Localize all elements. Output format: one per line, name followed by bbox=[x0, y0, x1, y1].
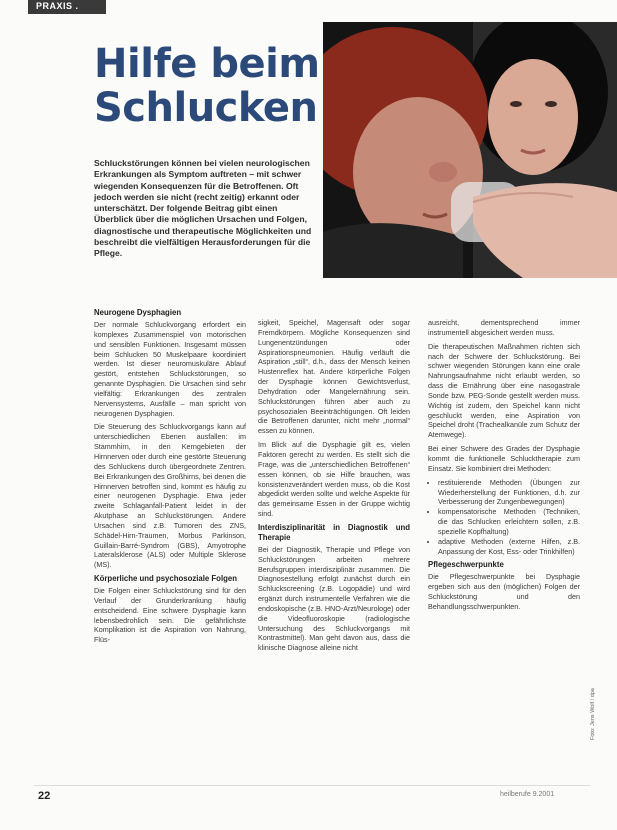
magazine-issue: heilberufe 9.2001 bbox=[500, 791, 555, 798]
photo-illustration bbox=[323, 22, 617, 278]
list-item: • restituierende Methoden (Übungen zur Wiederherstellung der Funktionen, d.h. zur Verbesserung der Zungenbewegungen) bbox=[438, 478, 580, 508]
page-number: 22 bbox=[38, 790, 51, 802]
subheading: Pflegeschwerpunkte bbox=[428, 560, 504, 570]
list-item: • adaptive Methoden (externe Hilfen, z.B. Anpassung der Kost, Ess- oder Trinkhilfen) bbox=[438, 537, 580, 557]
paragraph: Die therapeutischen Maßnahmen richten sich nach der Schwere der Schluckstörung. Bei schwer wiegenden Störungen kann eine orale Nahrungsaufnahme nicht erlaubt werden, so dass die Ernährung über eine nasogastrale Sonde bzw. PEG-Sonde gestellt werden muss. Wichtig ist zudem, den Speichel kann nicht geschluckt werden, eine Aspiration von Speichel droht (Trachealkanüle zum Schutz der Atemwege). bbox=[428, 341, 580, 440]
method-list bbox=[428, 478, 580, 557]
paragraph: Bei einer Schwere des Grades der Dysphagie kommt die funktionelle Schlucktherapie zum Einsatz. Sie kombiniert drei Methoden: bbox=[428, 444, 580, 473]
article-title: Hilfe beim Schlucken bbox=[94, 41, 320, 131]
paragraph: Der normale Schluckvorgang erfordert ein komplexes Zusammenspiel von motorischen und sensiblen Funktionen. Insgesamt müssen beim Schlucken 50 Muskelpaare koordiniert werden. Ist dieser neuromuskuläre Ablauf gestört, entstehen Schluckstörungen, so genannte Dysphagien. Die Ursachen sind sehr vielfältig: Erkrankungen des zentralen Nervensystems, Ausfälle – man spricht von neurogenen Dysphagien. bbox=[94, 320, 246, 418]
paragraph: Im Blick auf die Dysphagie gilt es, vielen Faktoren gerecht zu werden. Es stellt sich die Frage, was die „unterschiedlichen Betroffenen“ essen können, ob sie Hilfe brauchen, was konsistenzverändert werden muss, ob die Kost abgedickt werden sollte und welche Aspekte für das gemeinsame Essen in der Gruppe wichtig sind. bbox=[258, 440, 410, 519]
subheading: Körperliche und psychosoziale Folgen bbox=[94, 574, 237, 584]
text-column-1 bbox=[94, 308, 246, 649]
paragraph: ausreicht, dementsprechend immer instrumentell abgesichert werden muss. bbox=[428, 318, 580, 337]
text-column-2 bbox=[258, 318, 410, 657]
paragraph: Die Pflegeschwerpunkte bei Dysphagie ergeben sich aus den (möglichen) Folgen der Schluckstörung und den Behandlungsschwerpunkten. bbox=[428, 572, 580, 611]
subheading: Neurogene Dysphagien bbox=[94, 308, 182, 317]
article-photo bbox=[323, 22, 617, 278]
photo-credit: Foto: Jens Wolf / dpa bbox=[590, 688, 596, 740]
paragraph: Die Steuerung des Schluckvorgangs kann auf unterschiedlichen Ebenen ausfallen: im Stammhirn, in den Kerngebieten der Hirnnerven oder durch eine gestörte Steuerung des Schluckens durch übergeordnete Zentren. Bei Erkrankungen des Großhirns, bei denen die Hirnnerven betroffen sind, kommt es häufig zu einer neurogenen Dysphagie. Etwa jeder zweite Schlaganfall-Patient leidet in der Akutphase an Schluckstörungen. Andere Ursachen sind z.B. Tumoren des ZNS, Schädel-Hirn-Traumen, Morbus Parkinson, Guillain-Barré-Syndrom (GBS), Amyotrophe Lateralsklerose (ALS) oder Multiple Sklerose (MS). bbox=[94, 422, 246, 570]
paragraph: sigkeit, Speichel, Magensaft oder sogar Fremdkörpern. Mögliche Konsequenzen sind Lungenentzündungen oder Aspirationspneumonien. Häufig verläuft die Aspiration „still“, d.h., dass der Mensch keinen Hustenreflex hat. Andere körperliche Folgen der Dysphagie können Gewichtsverlust, Dehydration oder Mangelernährung sein. Schluckstörungen führen aber auch zu psychosozialen Beeinträchtigungen. Oft leiden die Betroffenen darunter, nicht mehr „normal“ essen zu können. bbox=[258, 318, 410, 436]
footer-rule bbox=[34, 785, 590, 786]
article-intro: Schluckstörungen können bei vielen neurologischen Erkrankungen als Symptom auftreten – mit schwer wiegenden Konsequenzen für die Betroffenen. Oft jedoch werden sie nicht (recht zeitig) erkannt oder unterschätzt. Der folgende Beitrag gibt einen Überblick über die möglichen Ursachen und Folgen, diagnostische und therapeutische Möglichkeiten und beschreibt die vielfältigen Herausforderungen für die Pflege. bbox=[94, 158, 312, 259]
paragraph: Die Folgen einer Schluckstörung sind für den Verlauf der Grunderkrankung häufig entscheidend. Eine schwere Dysphagie kann lebensbedrohlich sein. Die gefährlichste Komplikation ist die Aspiration von Nahrung, Flüs- bbox=[94, 586, 246, 645]
subheading: Interdisziplinarität in Diagnostik und Therapie bbox=[258, 522, 410, 542]
section-label: PRAXIS . bbox=[36, 1, 79, 11]
paragraph: Bei der Diagnostik, Therapie und Pflege von Schluckstörungen arbeiten mehrere Berufsgruppen interdisziplinär zusammen. Die Diagnosestellung erfolgt zunächst durch ein Schluckscreening (z.B. Logopädie) und wird ergänzt durch instrumentelle Verfahren wie die endoskopische (z.B. HNO-Arzt/Neurologe) oder die Videofluoroskopie (radiologische Untersuchung des Schluckvorgangs mit Kontrastmittel). Man geht davon aus, dass die klinische Diagnose alleine nicht bbox=[258, 544, 410, 653]
list-item: • kompensatorische Methoden (Techniken, die das Schlucken erleichtern sollen, z.B. spezielle Kopfhaltung) bbox=[438, 507, 580, 537]
text-column-3 bbox=[428, 318, 580, 616]
